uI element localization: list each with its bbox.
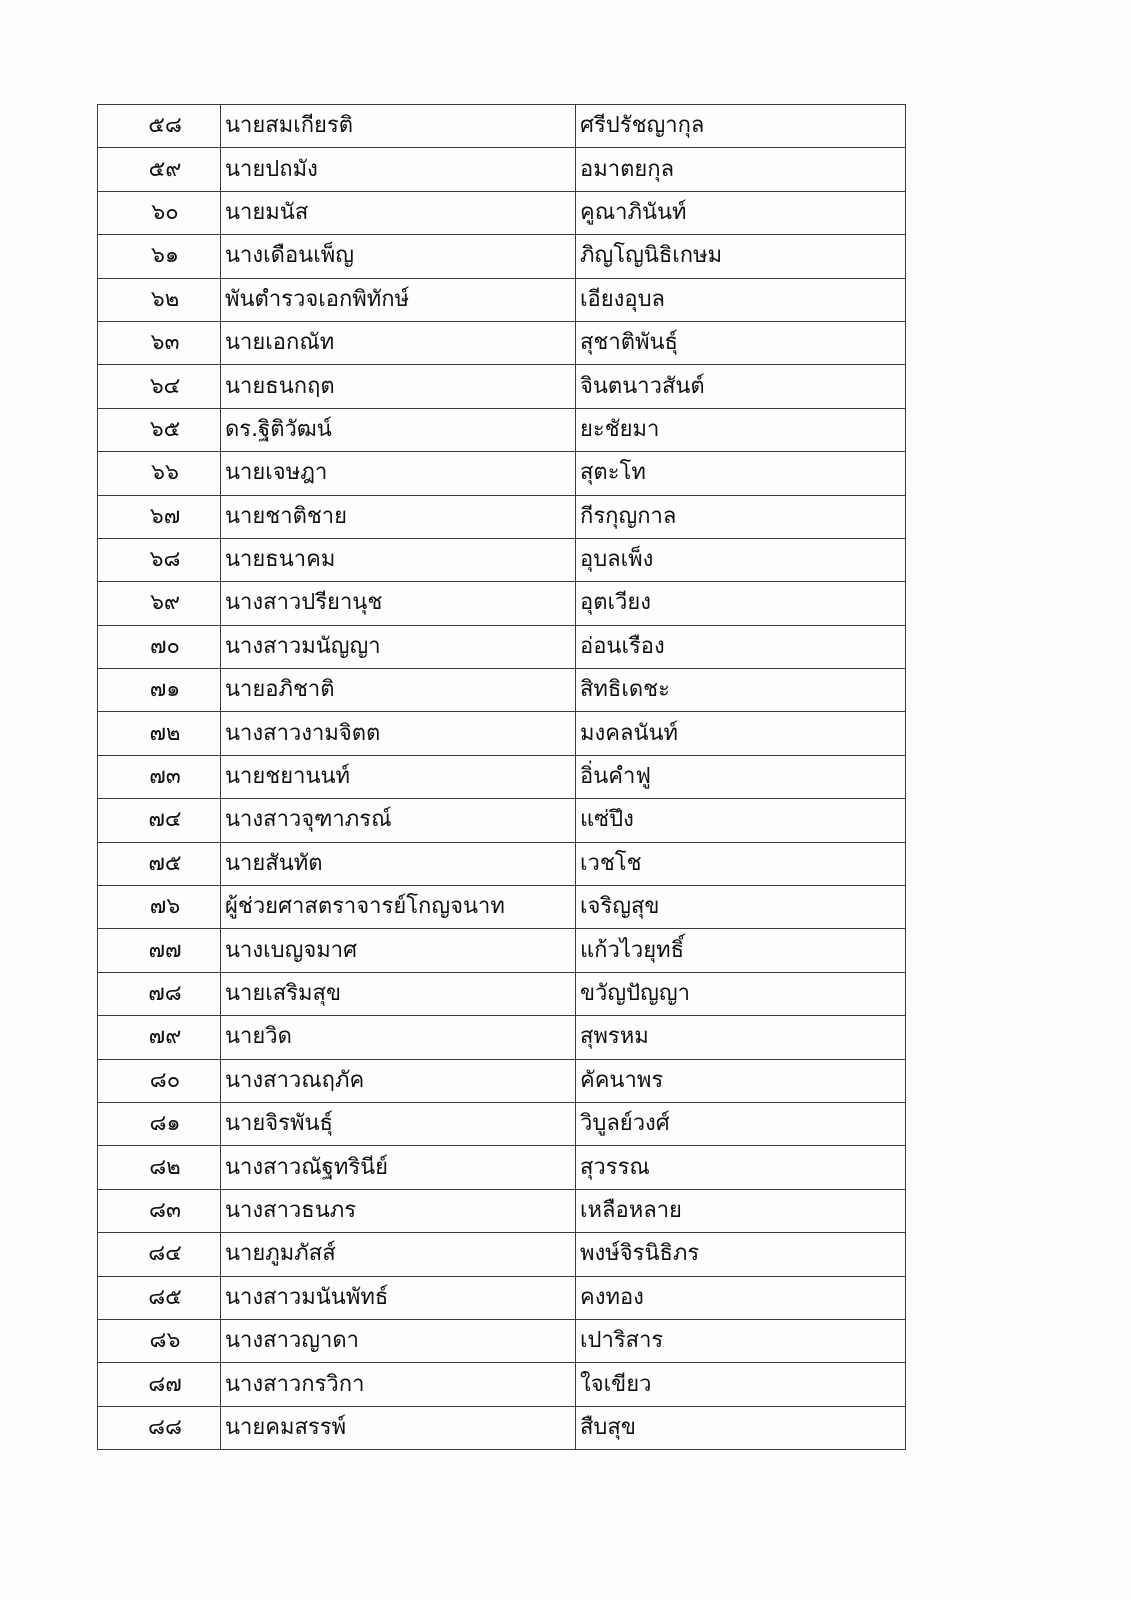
- first-name-cell: นายวิด: [221, 1016, 576, 1059]
- first-name-cell: นางสาวกรวิกา: [221, 1363, 576, 1406]
- first-name-cell: นายชยานนท์: [221, 755, 576, 798]
- last-name-cell: อุตเวียง: [576, 582, 906, 625]
- last-name-cell: สุตะโท: [576, 452, 906, 495]
- first-name-cell: นางสาวณัฐทรินีย์: [221, 1146, 576, 1189]
- row-number: ๘๘: [98, 1406, 221, 1449]
- row-number: ๖๕: [98, 408, 221, 451]
- last-name-cell: อิ่นคำฟู: [576, 755, 906, 798]
- table-row: [98, 669, 906, 712]
- last-name-cell: อุบลเพ็ง: [576, 538, 906, 581]
- first-name-cell: นางเบญจมาศ: [221, 929, 576, 972]
- first-name-cell: นายอภิชาติ: [221, 669, 576, 712]
- last-name-cell: แก้วไวยุทธิ์: [576, 929, 906, 972]
- last-name-cell: เอียงอุบล: [576, 278, 906, 321]
- row-number: ๘๓: [98, 1189, 221, 1232]
- row-number: ๗๓: [98, 755, 221, 798]
- last-name-cell: สุพรหม: [576, 1016, 906, 1059]
- first-name-cell: นายจิรพันธุ์: [221, 1102, 576, 1145]
- first-name-cell: นายธนกฤต: [221, 365, 576, 408]
- row-number: ๗๔: [98, 799, 221, 842]
- table-row: [98, 365, 906, 408]
- first-name-cell: นายมนัส: [221, 191, 576, 234]
- table-row: [98, 235, 906, 278]
- row-number: ๖๒: [98, 278, 221, 321]
- row-number: ๗๙: [98, 1016, 221, 1059]
- row-number: ๖๐: [98, 191, 221, 234]
- last-name-cell: เปาริสาร: [576, 1319, 906, 1362]
- first-name-cell: ดร.ฐิติวัฒน์: [221, 408, 576, 451]
- table-row: [98, 755, 906, 798]
- row-number: ๗๗: [98, 929, 221, 972]
- table-row: [98, 278, 906, 321]
- table-row: [98, 1276, 906, 1319]
- last-name-cell: พงษ์จิรนิธิภร: [576, 1233, 906, 1276]
- last-name-cell: สุวรรณ: [576, 1146, 906, 1189]
- first-name-cell: นางสาวมนันพัทธ์: [221, 1276, 576, 1319]
- first-name-cell: นางสาวปรียานุช: [221, 582, 576, 625]
- last-name-cell: อ่อนเรือง: [576, 625, 906, 668]
- row-number: ๗๒: [98, 712, 221, 755]
- table-row: [98, 1363, 906, 1406]
- last-name-cell: เหลือหลาย: [576, 1189, 906, 1232]
- table-row: [98, 1016, 906, 1059]
- last-name-cell: คัคนาพร: [576, 1059, 906, 1102]
- last-name-cell: มงคลนันท์: [576, 712, 906, 755]
- row-number: ๗๐: [98, 625, 221, 668]
- table-row: [98, 842, 906, 885]
- table-row: [98, 582, 906, 625]
- last-name-cell: คงทอง: [576, 1276, 906, 1319]
- first-name-cell: นายภูมภัสส์: [221, 1233, 576, 1276]
- last-name-cell: ขวัญปัญญา: [576, 972, 906, 1015]
- row-number: ๘๐: [98, 1059, 221, 1102]
- last-name-cell: ยะชัยมา: [576, 408, 906, 451]
- table-row: [98, 191, 906, 234]
- first-name-cell: นายสมเกียรติ: [221, 105, 576, 148]
- last-name-cell: กีรกุญกาล: [576, 495, 906, 538]
- name-list-body: [98, 105, 906, 1450]
- table-row: [98, 408, 906, 451]
- row-number: ๖๖: [98, 452, 221, 495]
- first-name-cell: นางสาวจุฑาภรณ์: [221, 799, 576, 842]
- first-name-cell: นายเสริมสุข: [221, 972, 576, 1015]
- row-number: ๘๖: [98, 1319, 221, 1362]
- last-name-cell: แซ่ปึง: [576, 799, 906, 842]
- last-name-cell: จินตนาวสันต์: [576, 365, 906, 408]
- row-number: ๘๕: [98, 1276, 221, 1319]
- row-number: ๗๘: [98, 972, 221, 1015]
- first-name-cell: พันตำรวจเอกพิทักษ์: [221, 278, 576, 321]
- table-row: [98, 712, 906, 755]
- table-row: [98, 1189, 906, 1232]
- row-number: ๖๙: [98, 582, 221, 625]
- table-row: [98, 321, 906, 364]
- row-number: ๘๑: [98, 1102, 221, 1145]
- last-name-cell: อมาตยกุล: [576, 148, 906, 191]
- first-name-cell: นางเดือนเพ็ญ: [221, 235, 576, 278]
- row-number: ๗๖: [98, 886, 221, 929]
- table-row: [98, 1233, 906, 1276]
- table-row: [98, 538, 906, 581]
- first-name-cell: นางสาวงามจิตต: [221, 712, 576, 755]
- table-row: [98, 886, 906, 929]
- last-name-cell: วิบูลย์วงศ์: [576, 1102, 906, 1145]
- row-number: ๘๒: [98, 1146, 221, 1189]
- table-row: [98, 1146, 906, 1189]
- table-row: [98, 495, 906, 538]
- table-row: [98, 1059, 906, 1102]
- table-row: [98, 625, 906, 668]
- table-row: [98, 148, 906, 191]
- first-name-cell: นายเจษฎา: [221, 452, 576, 495]
- last-name-cell: ศรีปรัชญากุล: [576, 105, 906, 148]
- first-name-cell: นายเอกณัท: [221, 321, 576, 364]
- first-name-cell: นายชาติชาย: [221, 495, 576, 538]
- last-name-cell: ภิญโญนิธิเกษม: [576, 235, 906, 278]
- first-name-cell: นายปถมัง: [221, 148, 576, 191]
- row-number: ๘๔: [98, 1233, 221, 1276]
- row-number: ๖๘: [98, 538, 221, 581]
- table-row: [98, 1102, 906, 1145]
- last-name-cell: สืบสุข: [576, 1406, 906, 1449]
- first-name-cell: นางสาวมนัญญา: [221, 625, 576, 668]
- row-number: ๕๘: [98, 105, 221, 148]
- last-name-cell: เวชโช: [576, 842, 906, 885]
- row-number: ๗๕: [98, 842, 221, 885]
- first-name-cell: นางสาวธนภร: [221, 1189, 576, 1232]
- last-name-cell: สิทธิเดชะ: [576, 669, 906, 712]
- last-name-cell: คูณาภินันท์: [576, 191, 906, 234]
- row-number: ๖๗: [98, 495, 221, 538]
- row-number: ๖๑: [98, 235, 221, 278]
- table-row: [98, 972, 906, 1015]
- table-row: [98, 929, 906, 972]
- table-row: [98, 1406, 906, 1449]
- row-number: ๘๗: [98, 1363, 221, 1406]
- row-number: ๖๔: [98, 365, 221, 408]
- table-row: [98, 1319, 906, 1362]
- first-name-cell: นายธนาคม: [221, 538, 576, 581]
- last-name-cell: ใจเขียว: [576, 1363, 906, 1406]
- first-name-cell: นางสาวญาดา: [221, 1319, 576, 1362]
- row-number: ๗๑: [98, 669, 221, 712]
- row-number: ๖๓: [98, 321, 221, 364]
- first-name-cell: ผู้ช่วยศาสตราจารย์โกญจนาท: [221, 886, 576, 929]
- table-row: [98, 105, 906, 148]
- first-name-cell: นายสันทัต: [221, 842, 576, 885]
- last-name-cell: เจริญสุข: [576, 886, 906, 929]
- row-number: ๕๙: [98, 148, 221, 191]
- first-name-cell: นางสาวณฤภัค: [221, 1059, 576, 1102]
- table-row: [98, 799, 906, 842]
- last-name-cell: สุชาติพันธุ์: [576, 321, 906, 364]
- first-name-cell: นายคมสรรพ์: [221, 1406, 576, 1449]
- table-row: [98, 452, 906, 495]
- name-list-table: [97, 104, 906, 1450]
